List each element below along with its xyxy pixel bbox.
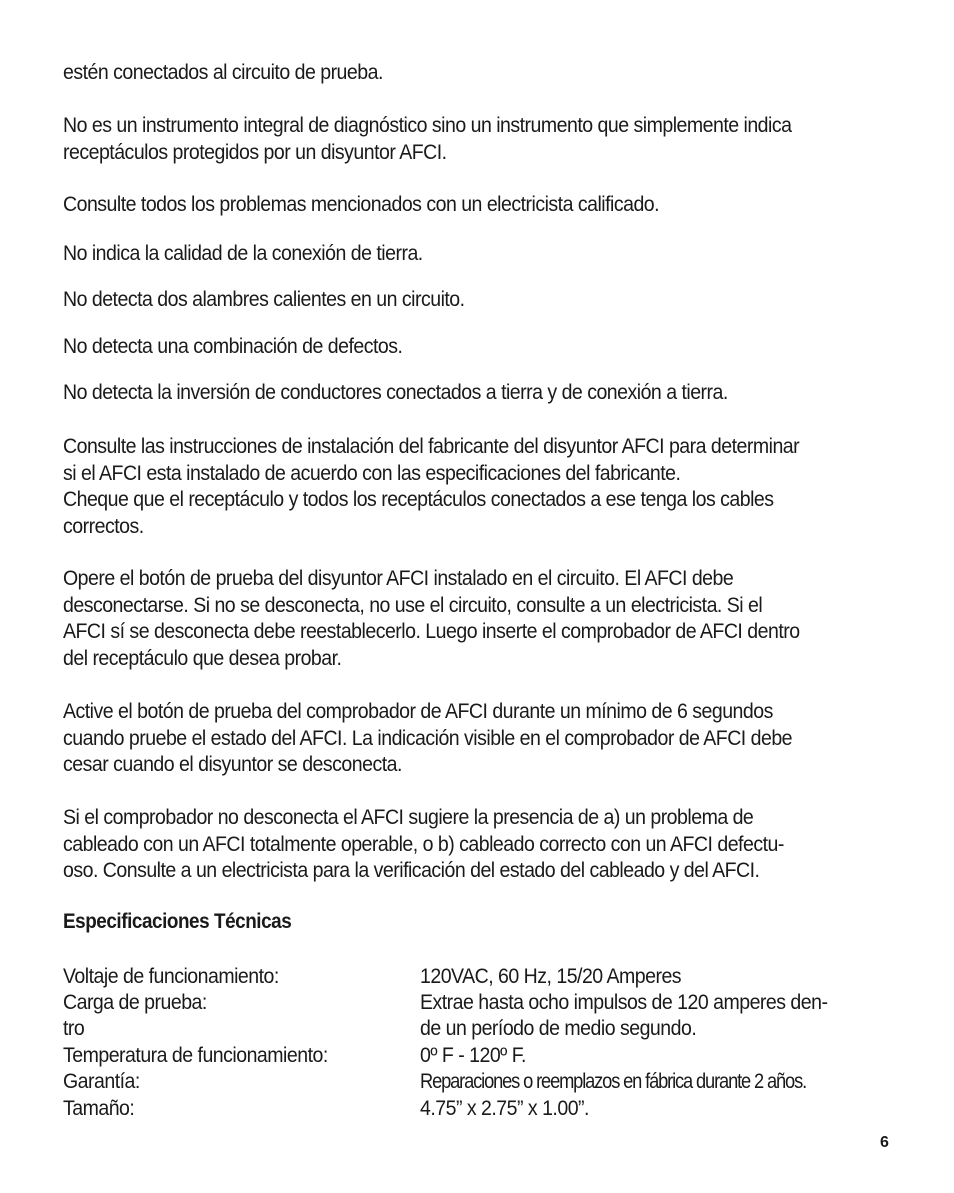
paragraph-not-diagnostic <box>63 113 835 166</box>
text-line: estén conectados al circuito de prueba. <box>63 61 383 84</box>
text-line: si el AFCI esta instalado de acuerdo con las especificaciones del fabricante. <box>63 461 681 485</box>
spec-value-warranty: Reparaciones o reemplazos en fábrica durante 2 años. <box>420 1070 807 1093</box>
spec-value-temperature: 0º F - 120º F. <box>420 1044 526 1067</box>
text-line: oso. Consulte a un electricista para la verificación del estado del cableado y del AFCI. <box>63 859 760 882</box>
text-line: No detecta la inversión de conductores conectados a tierra y de conexión a tierra. <box>63 381 728 404</box>
spec-label-voltage: Voltaje de funcionamiento: <box>63 965 279 988</box>
spec-label-test-load: Carga de prueba: <box>63 991 207 1014</box>
text-line: No detecta dos alambres calientes en un circuito. <box>63 288 465 311</box>
spec-label-warranty: Garantía: <box>63 1070 140 1093</box>
text-line: No es un instrumento integral de diagnóstico sino un instrumento que simplemente indica <box>63 114 792 137</box>
text-line: cuando pruebe el estado del AFCI. La indicación visible en el comprobador de AFCI debe <box>63 726 793 750</box>
spec-label-size: Tamaño: <box>63 1097 135 1120</box>
spec-value-test-load: Extrae hasta ocho impulsos de 120 amperes den- <box>420 991 828 1014</box>
paragraph-activate-tester <box>63 699 835 779</box>
text-line: Active el botón de prueba del comprobador de AFCI durante un mínimo de 6 segundos <box>63 700 773 723</box>
paragraph-hot-wires <box>63 287 835 314</box>
text-line: desconectarse. Si no se desconecta, no use el circuito, consulte a un electricista. Si el <box>63 593 763 617</box>
specs-heading: Especificaciones Técnicas <box>63 910 292 933</box>
spec-label-test-load-cont: tro <box>63 1017 85 1040</box>
text-line: cableado con un AFCI totalmente operable, o b) cableado correcto con un AFCI defectu- <box>63 832 784 856</box>
text-line: Consulte las instrucciones de instalación del fabricante del disyuntor AFCI para determinar <box>63 435 800 458</box>
text-line: correctos. <box>63 514 144 538</box>
text-line: No indica la calidad de la conexión de tierra. <box>63 242 423 265</box>
paragraph-tester-fails <box>63 805 835 885</box>
text-line: Si el comprobador no desconecta el AFCI sugiere la presencia de a) un problema de <box>63 806 754 829</box>
paragraph-combination-defects <box>63 334 835 361</box>
paragraph-ground-quality <box>63 241 835 268</box>
paragraph-conductor-inversion <box>63 380 835 407</box>
page-number: 6 <box>880 1134 889 1151</box>
text-line: AFCI sí se desconecta debe reestablecerlo. Luego inserte el comprobador de AFCI dentro <box>63 620 800 643</box>
spec-value-voltage: 120VAC, 60 Hz, 15/20 Amperes <box>420 965 682 988</box>
spec-value-size: 4.75” x 2.75” x 1.00”. <box>420 1097 589 1120</box>
paragraph-installation-instructions <box>63 434 835 540</box>
text-line: No detecta una combinación de defectos. <box>63 335 403 358</box>
text-line: cesar cuando el disyuntor se desconecta. <box>63 753 402 776</box>
paragraph-consult-electrician <box>63 192 835 219</box>
text-line: Cheque que el receptáculo y todos los receptáculos conectados a ese tenga los cables <box>63 488 774 511</box>
text-line: receptáculos protegidos por un disyuntor AFCI. <box>63 140 447 164</box>
spec-value-test-load-cont: de un período de medio segundo. <box>420 1017 697 1040</box>
text-line: del receptáculo que desea probar. <box>63 646 342 670</box>
paragraph-connected-circuit <box>63 60 835 87</box>
spec-label-temperature: Temperatura de funcionamiento: <box>63 1044 328 1067</box>
paragraph-operate-test-button <box>63 566 835 672</box>
text-line: Opere el botón de prueba del disyuntor AFCI instalado en el circuito. El AFCI debe <box>63 567 734 590</box>
text-line: Consulte todos los problemas mencionados con un electricista calificado. <box>63 193 660 216</box>
